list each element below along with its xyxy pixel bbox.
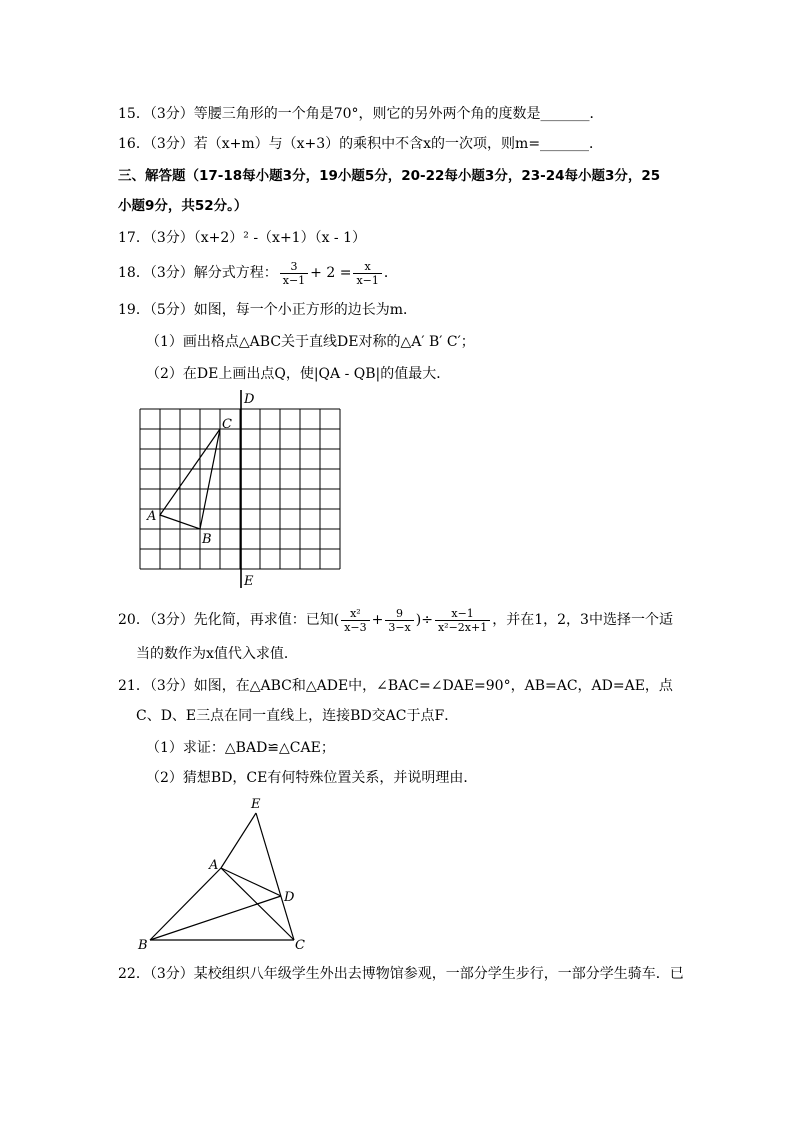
tri-label-e: E bbox=[251, 797, 261, 812]
question-21: 21．（3分）如图，在△ABC和△ADE中，∠BAC=∠DAE=90°，AB=AC，AD=AE，点 bbox=[118, 678, 673, 694]
q20-f3-den: x²−2x+1 bbox=[437, 620, 488, 634]
q20-f2-num: 9 bbox=[385, 607, 413, 621]
triangle-abc bbox=[160, 429, 220, 529]
q20-f2-den: 3−x bbox=[388, 620, 411, 634]
q18-fraction-1 bbox=[280, 260, 308, 287]
question-21-cont: C、D、E三点在同一直线上，连接BD交AC于点F． bbox=[136, 708, 459, 724]
question-20 bbox=[118, 602, 673, 638]
question-17: 17．（3分）（x+2）² -（x+1）（x - 1） bbox=[118, 230, 367, 246]
q18-suffix: ． bbox=[383, 265, 398, 281]
q18-mid: + 2 = bbox=[310, 265, 352, 281]
question-19: 19．（5分）如图，每一个小正方形的边长为m． bbox=[118, 302, 417, 318]
q20-f1-den: x−3 bbox=[344, 620, 367, 634]
q20-f1-num: x² bbox=[341, 607, 369, 621]
q20-prefix: 20．（3分）先化简，再求值：已知( bbox=[118, 612, 340, 628]
label-e: E bbox=[244, 574, 254, 588]
question-16: 16．（3分）若（x+m）与（x+3）的乘积中不含x的一次项，则m=_______． bbox=[118, 136, 604, 152]
question-19-part-1: （1）画出格点△ABC关于直线DE对称的△A′ B′ C′； bbox=[146, 334, 475, 350]
tri-label-b: B bbox=[138, 938, 148, 953]
question-19-part-2: （2）在DE上画出点Q，使|QA - QB|的值最大． bbox=[146, 366, 451, 382]
grid-figure bbox=[130, 390, 350, 588]
q18-f2-num: x bbox=[353, 260, 381, 274]
section-3-heading: 三、解答题（17-18每小题3分，19小题5分，20-22每小题3分，23-24每小题3分，25 bbox=[118, 168, 661, 184]
tri-label-c: C bbox=[295, 938, 305, 953]
triangle-figure bbox=[130, 793, 320, 958]
q20-plus: + bbox=[371, 612, 384, 628]
question-22: 22．（3分）某校组织八年级学生外出去博物馆参观，一部分学生步行，一部分学生骑车．已 bbox=[118, 966, 684, 982]
q18-f1-den: x−1 bbox=[282, 273, 306, 287]
question-21-part-2: （2）猜想BD，CE有何特殊位置关系，并说明理由． bbox=[146, 770, 478, 786]
label-b: B bbox=[202, 532, 212, 547]
q18-prefix: 18．（3分）解分式方程： bbox=[118, 265, 278, 281]
question-15: 15．（3分）等腰三角形的一个角是70°，则它的另外两个角的度数是_______． bbox=[118, 106, 604, 122]
question-20-cont: 当的数作为x值代入求值． bbox=[136, 646, 298, 662]
label-c: C bbox=[222, 417, 232, 432]
q20-suffix: ，并在1，2，3中选择一个适 bbox=[492, 612, 673, 628]
q20-fraction-2 bbox=[385, 607, 413, 634]
q20-fraction-3 bbox=[435, 607, 490, 634]
q20-div: )÷ bbox=[415, 612, 433, 628]
q18-fraction-2 bbox=[353, 260, 381, 287]
question-18 bbox=[118, 258, 398, 288]
q18-f1-num: 3 bbox=[280, 260, 308, 274]
label-d: D bbox=[244, 392, 255, 407]
q20-f3-num: x−1 bbox=[435, 607, 490, 621]
section-3-heading-cont: 小题9分，共52分。） bbox=[118, 198, 248, 214]
q20-fraction-1 bbox=[341, 607, 369, 634]
tri-label-a: A bbox=[209, 858, 219, 873]
question-21-part-1: （1）求证：△BAD≌△CAE； bbox=[146, 740, 335, 756]
label-a: A bbox=[147, 509, 157, 524]
q18-f2-den: x−1 bbox=[356, 273, 379, 287]
tri-label-d: D bbox=[284, 890, 295, 905]
